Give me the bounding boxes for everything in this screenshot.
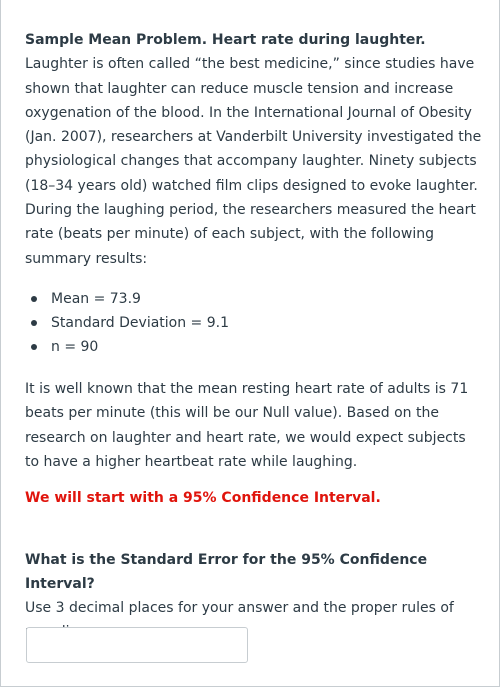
confidence-interval-note: We will start with a 95% Confidence Interval. [25,490,381,507]
question-prompt: What is the Standard Error for the 95% Confidence Interval? [25,552,428,593]
stat-standard-deviation: Standard Deviation = 9.1 [51,314,230,331]
problem-title: Sample Mean Problem. Heart rate during laughter. [25,32,426,48]
question-content [25,28,483,645]
list-item [25,287,483,311]
stat-mean: Mean = 73.9 [51,290,141,307]
stat-sample-size: n = 90 [51,338,99,355]
list-item [25,311,483,335]
bullet-icon [31,320,37,326]
problem-intro-text: Laughter is often called “the best medicine,” since studies have shown that laughter can reduce muscle tension and increase oxygenation of the blood. In the International Journal of Obesity (Jan. 2007), researchers at Vanderbilt University investigated the physiological changes that accompany laughter. Ninety subjects (18–34 years old) watched film clips designed to evoke laughter. During the laughing period, the researchers measured the heart rate (beats per minute) of each subject, with the following summary results: [25,56,482,267]
bullet-icon [31,296,37,302]
list-item [25,335,483,359]
problem-intro [25,28,483,271]
summary-stats-list [25,287,483,359]
answer-input[interactable] [26,627,248,663]
bullet-icon [31,344,37,350]
question-instruction: Use 3 decimal places for your answer and the proper rules of [25,600,454,617]
null-hypothesis-paragraph: It is well known that the mean resting heart rate of adults is 71 beats per minute (this will be our Null value). Based on the research on laughter and heart rate, we would expect subjects to have a higher heartbeat rate while laughing. [25,380,469,470]
